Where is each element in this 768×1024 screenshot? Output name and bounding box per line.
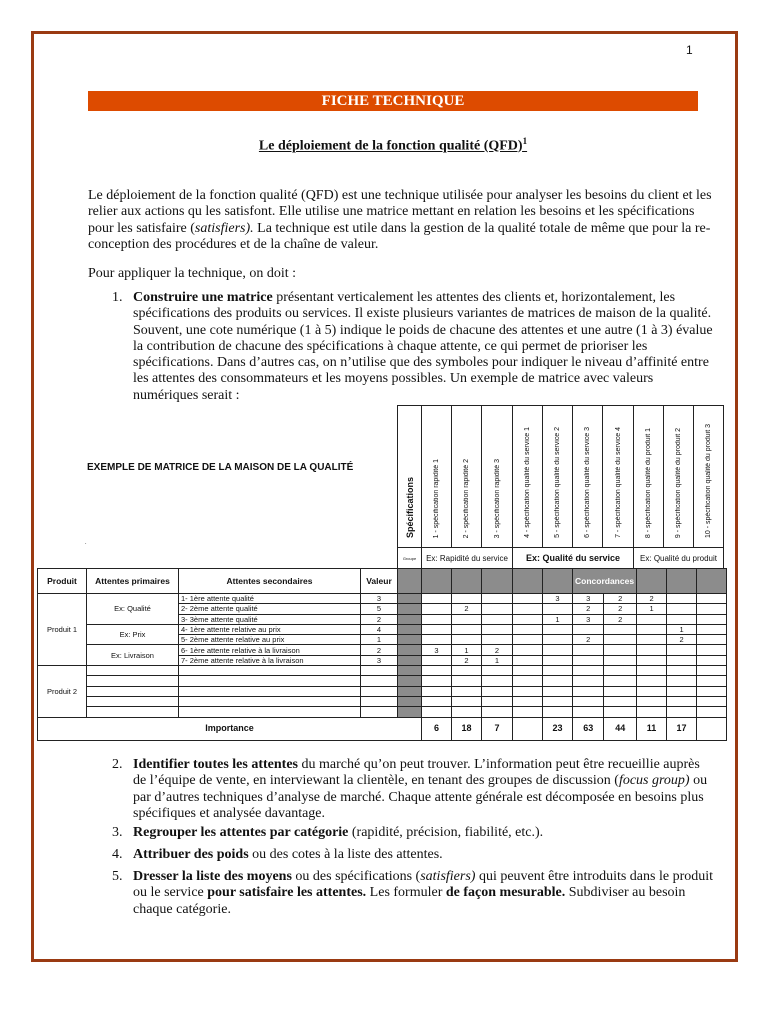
valeur-cell: 2 bbox=[361, 614, 398, 624]
list-italic: satisfiers) bbox=[420, 869, 476, 884]
spec-label: 9 - spécification qualité du produit 2 bbox=[675, 427, 682, 538]
concordance-cell bbox=[482, 624, 513, 634]
list-text: ou par d’autres techniques d’analyse de marché. Chaque attente générale est décomposée en besoins plus spécifiques et analysée davantage. bbox=[133, 773, 708, 821]
attente-primaire: Ex: Qualité bbox=[87, 594, 179, 625]
spec-label: 6 - spécification qualité du service 3 bbox=[584, 427, 591, 538]
spec-column-header bbox=[664, 406, 694, 548]
concordance-cell: 2 bbox=[482, 645, 513, 655]
list-text: ou des cotes à la liste des attentes. bbox=[248, 847, 443, 862]
concordance-cell-empty bbox=[573, 686, 604, 696]
gray-column bbox=[398, 569, 422, 594]
lead-paragraph: Pour appliquer la technique, on doit : bbox=[88, 266, 297, 281]
list-text: Les formuler bbox=[366, 885, 446, 901]
concordance-cell bbox=[667, 594, 697, 604]
group-rapidite: Ex: Rapidité du service bbox=[422, 548, 513, 569]
attente-secondaire-empty bbox=[179, 676, 361, 686]
concordance-cell bbox=[513, 604, 543, 614]
gray-column bbox=[398, 666, 422, 676]
valeur-empty bbox=[361, 666, 398, 676]
concordance-cell bbox=[697, 655, 727, 665]
concordance-cell-empty bbox=[452, 676, 482, 686]
banner-title: FICHE TECHNIQUE bbox=[88, 91, 698, 111]
concordance-cell bbox=[513, 594, 543, 604]
concordance-cell bbox=[543, 635, 573, 645]
attente-secondaire-empty bbox=[179, 696, 361, 706]
list-bold: Regrouper les attentes par catégorie bbox=[133, 825, 349, 840]
concordance-cell: 2 bbox=[637, 594, 667, 604]
concordance-cell-empty bbox=[604, 676, 637, 686]
concordance-cell-empty bbox=[513, 707, 543, 717]
list-bold: Attribuer des poids bbox=[133, 847, 249, 862]
concordance-cell bbox=[667, 655, 697, 665]
attente-secondaire: 7- 2ème attente relative à la livraison bbox=[179, 655, 361, 665]
concordance-cell bbox=[573, 624, 604, 634]
importance-value: 44 bbox=[604, 717, 637, 740]
concordance-cell-empty bbox=[543, 696, 573, 706]
concordance-cell bbox=[637, 635, 667, 645]
matrix-row-empty bbox=[38, 666, 727, 676]
concordance-cell-empty bbox=[422, 676, 452, 686]
footnote-ref: 1 bbox=[522, 136, 528, 146]
concordance-cell-empty bbox=[637, 707, 667, 717]
concordance-cell-empty bbox=[604, 666, 637, 676]
concordance-cell-empty bbox=[452, 686, 482, 696]
concordance-cell: 1 bbox=[543, 614, 573, 624]
concordance-cell bbox=[697, 604, 727, 614]
page-number: 1 bbox=[686, 43, 693, 57]
importance-value: 18 bbox=[452, 717, 482, 740]
concordance-cell-empty bbox=[513, 666, 543, 676]
concordance-header-cell bbox=[637, 569, 667, 594]
intro-text-2: La technique est utile dans la gestion de la qualité totale de même que pour la re-conception des procédures et de la chaîne de valeur. bbox=[88, 220, 711, 252]
spec-column-header bbox=[603, 406, 634, 548]
concordance-cell bbox=[452, 594, 482, 604]
list-bold: Identifier toutes les attentes bbox=[133, 757, 298, 772]
attente-secondaire: 3- 3ème attente qualité bbox=[179, 614, 361, 624]
concordance-cell-empty bbox=[604, 696, 637, 706]
attente-primaire-empty bbox=[87, 676, 179, 686]
valeur-empty bbox=[361, 686, 398, 696]
concordance-cell-empty bbox=[543, 707, 573, 717]
concordance-cell bbox=[513, 614, 543, 624]
concordance-cell bbox=[637, 645, 667, 655]
matrix-row-empty bbox=[38, 707, 727, 717]
list-number: 4. bbox=[112, 847, 123, 862]
matrix-row-empty bbox=[38, 676, 727, 686]
subtitle bbox=[88, 136, 698, 155]
valeur-cell: 5 bbox=[361, 604, 398, 614]
list-text: qui peuvent être introduits dans le produit ou le service bbox=[133, 869, 714, 901]
concordance-cell bbox=[697, 624, 727, 634]
attente-secondaire: 1- 1ère attente qualité bbox=[179, 594, 361, 604]
spec-column-header bbox=[634, 406, 664, 548]
concordance-cell-empty bbox=[513, 686, 543, 696]
concordance-cell-empty bbox=[697, 696, 727, 706]
attente-primaire-empty bbox=[87, 686, 179, 696]
gray-column bbox=[398, 696, 422, 706]
gray-column bbox=[398, 635, 422, 645]
attente-secondaire-empty bbox=[179, 666, 361, 676]
list-italic: focus group) bbox=[618, 773, 690, 789]
concordance-cell: 2 bbox=[573, 604, 604, 614]
spec-label: 4 - spécification qualité du service 1 bbox=[524, 427, 531, 538]
concordance-cell-empty bbox=[697, 666, 727, 676]
importance-label: Importance bbox=[38, 717, 422, 740]
concordance-cell-empty bbox=[422, 686, 452, 696]
attente-secondaire-empty bbox=[179, 686, 361, 696]
concordance-cell bbox=[637, 624, 667, 634]
concordance-cell-empty bbox=[482, 686, 513, 696]
matrix-row-empty bbox=[38, 696, 727, 706]
concordance-cell-empty bbox=[637, 686, 667, 696]
list-number: 1. bbox=[112, 290, 123, 305]
valeur-cell: 2 bbox=[361, 645, 398, 655]
concordance-cell bbox=[482, 594, 513, 604]
intro-text: Le déploiement de la fonction qualité (QFD) est une technique utilisée pour analyser les besoins du client et les relier aux actions qu les satisfont. Elle utilise une matrice mettant en relation les besoins et les spécifications pour les satisfaire ( bbox=[88, 188, 712, 236]
concordance-cell-empty bbox=[422, 666, 452, 676]
valeur-cell: 4 bbox=[361, 624, 398, 634]
concordance-cell: 1 bbox=[667, 624, 697, 634]
list-bold: de façon mesurable. bbox=[445, 885, 566, 901]
valeur-empty bbox=[361, 707, 398, 717]
concordance-cell: 3 bbox=[573, 614, 604, 624]
concordance-cell bbox=[422, 655, 452, 665]
matrix-title: EXEMPLE DE MATRICE DE LA MAISON DE LA QUALITÉ bbox=[87, 462, 354, 473]
spec-label: 10 - spécification qualité du produit 3 bbox=[705, 423, 712, 538]
concordance-cell bbox=[422, 594, 452, 604]
attente-primaire: Ex: Prix bbox=[87, 624, 179, 645]
importance-value: 23 bbox=[543, 717, 573, 740]
concordance-cell-empty bbox=[452, 666, 482, 676]
importance-value: 63 bbox=[573, 717, 604, 740]
list-text: du marché qu’on peut trouver. L’information peut être recueillie auprès de l’équipe de vente, en interviewant la clientèle, en tenant des groupes de discussion ( bbox=[133, 757, 700, 789]
concordance-cell-empty bbox=[482, 707, 513, 717]
attente-primaire-empty bbox=[87, 666, 179, 676]
spec-label: 8 - spécification qualité du produit 1 bbox=[645, 427, 652, 538]
group-row bbox=[398, 548, 724, 569]
concordance-cell bbox=[697, 645, 727, 655]
gray-column bbox=[398, 676, 422, 686]
intro-paragraph bbox=[88, 188, 713, 253]
spec-column-header bbox=[694, 406, 724, 548]
spec-column-header bbox=[543, 406, 573, 548]
concordance-cell-empty bbox=[573, 666, 604, 676]
concordance-cell-empty bbox=[543, 666, 573, 676]
concordance-cell-empty bbox=[573, 696, 604, 706]
valeur-empty bbox=[361, 676, 398, 686]
header-attentes-secondaires: Attentes secondaires bbox=[179, 569, 361, 594]
valeur-cell: 3 bbox=[361, 655, 398, 665]
spec-label: 3 - spécification rapidité 3 bbox=[493, 458, 501, 538]
concordance-cell bbox=[697, 614, 727, 624]
spec-column-header bbox=[573, 406, 603, 548]
concordance-cell bbox=[482, 614, 513, 624]
attente-secondaire: 2- 2ème attente qualité bbox=[179, 604, 361, 614]
concordance-cell bbox=[604, 655, 637, 665]
subtitle-text: Le déploiement de la fonction qualité (QFD) bbox=[258, 138, 523, 154]
gray-column bbox=[398, 645, 422, 655]
concordance-cell bbox=[667, 645, 697, 655]
concordance-cell-empty bbox=[422, 696, 452, 706]
concordance-cell: 2 bbox=[452, 604, 482, 614]
gray-column bbox=[398, 655, 422, 665]
matrix-row bbox=[38, 645, 727, 655]
gray-column bbox=[398, 614, 422, 624]
concordance-cell bbox=[452, 635, 482, 645]
importance-value: 6 bbox=[422, 717, 452, 740]
concordance-cell bbox=[482, 604, 513, 614]
concordance-cell-empty bbox=[604, 686, 637, 696]
list-text: (rapidité, précision, fiabilité, etc.). bbox=[348, 825, 544, 840]
concordance-cell: 2 bbox=[573, 635, 604, 645]
matrix-dot: . bbox=[85, 540, 87, 546]
concordance-cell: 2 bbox=[667, 635, 697, 645]
attente-primaire-empty bbox=[87, 696, 179, 706]
concordance-cell bbox=[422, 614, 452, 624]
spec-column-header bbox=[452, 406, 482, 548]
spec-label: 5 - spécification qualité du service 2 bbox=[554, 427, 561, 538]
concordance-cell-empty bbox=[697, 686, 727, 696]
concordance-cell bbox=[604, 635, 637, 645]
concordance-cell: 3 bbox=[543, 594, 573, 604]
valeur-empty bbox=[361, 696, 398, 706]
spec-label: 7 - spécification qualité du service 4 bbox=[614, 427, 622, 538]
concordance-cell bbox=[573, 645, 604, 655]
concordance-header-cell bbox=[452, 569, 482, 594]
concordance-cell-empty bbox=[573, 707, 604, 717]
concordance-cell-empty bbox=[482, 676, 513, 686]
gray-column bbox=[398, 686, 422, 696]
list-text: ou des spécifications ( bbox=[291, 869, 421, 884]
concordance-cell bbox=[543, 645, 573, 655]
concordance-cell: 1 bbox=[482, 655, 513, 665]
concordance-cell-empty bbox=[482, 696, 513, 706]
concordance-cell-empty bbox=[513, 696, 543, 706]
concordance-cell-empty bbox=[637, 676, 667, 686]
matrix-row bbox=[38, 594, 727, 604]
spec-column-header bbox=[422, 406, 452, 548]
list-bold: Dresser la liste des moyens bbox=[133, 869, 292, 884]
spec-column-header bbox=[482, 406, 513, 548]
spec-column-header bbox=[513, 406, 543, 548]
concordance-cell bbox=[604, 624, 637, 634]
attente-secondaire: 5- 2ème attente relative au prix bbox=[179, 635, 361, 645]
concordance-cell-empty bbox=[667, 686, 697, 696]
list-bold: pour satisfaire les attentes. bbox=[207, 885, 367, 901]
concordance-cell bbox=[543, 624, 573, 634]
concordance-cell bbox=[422, 635, 452, 645]
list-text: présentant verticalement les attentes des clients et, horizontalement, les spécifications des produits ou services. Il existe plusieurs variantes de matrices de maison de la qualité. Souvent, une cote numérique (1 à 5) indique le poids de chacune des attentes et une autre (1 à 3) évalue la contribution de chacune des spécifications à chaque attente, ce qui permet de prioriser les spécifications. Dans d’autres cas, on n’utilise que des symboles pour indiquer le niveau d’affinité entre les attentes des consommateurs et les moyens possibles. Un exemple de matrice avec valeurs numériques serait : bbox=[133, 290, 713, 403]
list-text: Subdiviser au besoin chaque catégorie. bbox=[133, 885, 686, 917]
concordance-cell-empty bbox=[697, 707, 727, 717]
concordance-cell bbox=[667, 604, 697, 614]
group-qualite-service: Ex: Qualité du service bbox=[513, 548, 634, 569]
concordance-cell bbox=[543, 655, 573, 665]
concordance-cell bbox=[422, 604, 452, 614]
list-number: 2. bbox=[112, 757, 123, 772]
matrix-row bbox=[38, 624, 727, 634]
importance-value bbox=[513, 717, 543, 740]
importance-value: 7 bbox=[482, 717, 513, 740]
concordance-cell-empty bbox=[697, 676, 727, 686]
concordance-cell bbox=[697, 594, 727, 604]
concordance-cell-empty bbox=[667, 707, 697, 717]
concordance-cell bbox=[452, 624, 482, 634]
spec-header-cell bbox=[398, 406, 422, 548]
concordance-cell-empty bbox=[667, 676, 697, 686]
header-valeur: Valeur bbox=[361, 569, 398, 594]
attente-primaire: Ex: Livraison bbox=[87, 645, 179, 666]
spec-label: 2 - spécification rapidité 2 bbox=[463, 458, 470, 538]
concordance-cell-empty bbox=[482, 666, 513, 676]
concordance-cell: 2 bbox=[604, 604, 637, 614]
concordance-cell-empty bbox=[422, 707, 452, 717]
spec-label: 1 - spécification rapidité 1 bbox=[433, 458, 440, 538]
concordance-cell: 3 bbox=[422, 645, 452, 655]
concordance-cell-empty bbox=[667, 666, 697, 676]
concordance-cell: 2 bbox=[452, 655, 482, 665]
importance-value: 11 bbox=[637, 717, 667, 740]
concordance-header-cell bbox=[543, 569, 573, 594]
concordance-cell: 2 bbox=[604, 594, 637, 604]
header-concordances: Concordances bbox=[573, 569, 637, 594]
gray-column bbox=[398, 594, 422, 604]
concordance-cell: 3 bbox=[573, 594, 604, 604]
attente-secondaire: 6- 1ère attente relative à la livraison bbox=[179, 645, 361, 655]
matrix-row-empty bbox=[38, 686, 727, 696]
concordance-header-cell bbox=[422, 569, 452, 594]
produit-2: Produit 2 bbox=[38, 666, 87, 717]
qfd-matrix-table bbox=[37, 568, 727, 741]
concordance-header-cell bbox=[513, 569, 543, 594]
concordance-cell bbox=[513, 645, 543, 655]
concordance-cell-empty bbox=[452, 696, 482, 706]
list-bold: Construire une matrice bbox=[133, 290, 273, 305]
valeur-cell: 3 bbox=[361, 594, 398, 604]
concordance-cell-empty bbox=[543, 676, 573, 686]
group-qualite-produit: Ex: Qualité du produit bbox=[634, 548, 724, 569]
concordance-cell bbox=[452, 614, 482, 624]
concordance-cell-empty bbox=[637, 666, 667, 676]
intro-italic: satisfiers). bbox=[194, 220, 254, 236]
concordance-header-cell bbox=[667, 569, 697, 594]
header-produit: Produit bbox=[38, 569, 87, 594]
attente-secondaire: 4- 1ère attente relative au prix bbox=[179, 624, 361, 634]
concordance-cell bbox=[697, 635, 727, 645]
concordance-header-cell bbox=[697, 569, 727, 594]
concordance-cell bbox=[513, 624, 543, 634]
attente-secondaire-empty bbox=[179, 707, 361, 717]
group-label: Groupe bbox=[398, 548, 422, 569]
gray-column bbox=[398, 624, 422, 634]
concordance-cell: 2 bbox=[604, 614, 637, 624]
concordance-cell: 1 bbox=[637, 604, 667, 614]
concordance-cell-empty bbox=[667, 696, 697, 706]
concordance-cell bbox=[543, 604, 573, 614]
concordance-cell bbox=[667, 614, 697, 624]
concordance-cell bbox=[513, 655, 543, 665]
concordance-cell-empty bbox=[452, 707, 482, 717]
list-number: 3. bbox=[112, 825, 123, 840]
concordance-cell-empty bbox=[604, 707, 637, 717]
concordance-cell-empty bbox=[573, 676, 604, 686]
header-attentes-primaires: Attentes primaires bbox=[87, 569, 179, 594]
spec-header-label: Spécifications bbox=[404, 476, 415, 538]
importance-value: 17 bbox=[667, 717, 697, 740]
concordance-cell bbox=[482, 635, 513, 645]
concordance-cell bbox=[422, 624, 452, 634]
concordance-cell bbox=[513, 635, 543, 645]
importance-row bbox=[38, 717, 727, 740]
gray-column bbox=[398, 707, 422, 717]
matrix-header-row bbox=[38, 569, 727, 594]
importance-value bbox=[697, 717, 727, 740]
list-number: 5. bbox=[112, 869, 123, 884]
concordance-cell bbox=[637, 614, 667, 624]
spec-header-table bbox=[397, 405, 724, 569]
concordance-cell bbox=[604, 645, 637, 655]
concordance-cell-empty bbox=[543, 686, 573, 696]
attente-primaire-empty bbox=[87, 707, 179, 717]
valeur-cell: 1 bbox=[361, 635, 398, 645]
concordance-cell: 1 bbox=[452, 645, 482, 655]
spec-label-row bbox=[398, 406, 724, 548]
gray-column bbox=[398, 604, 422, 614]
concordance-cell bbox=[573, 655, 604, 665]
concordance-header-cell bbox=[482, 569, 513, 594]
concordance-cell-empty bbox=[637, 696, 667, 706]
concordance-cell bbox=[637, 655, 667, 665]
produit-1: Produit 1 bbox=[38, 594, 87, 666]
concordance-cell-empty bbox=[513, 676, 543, 686]
